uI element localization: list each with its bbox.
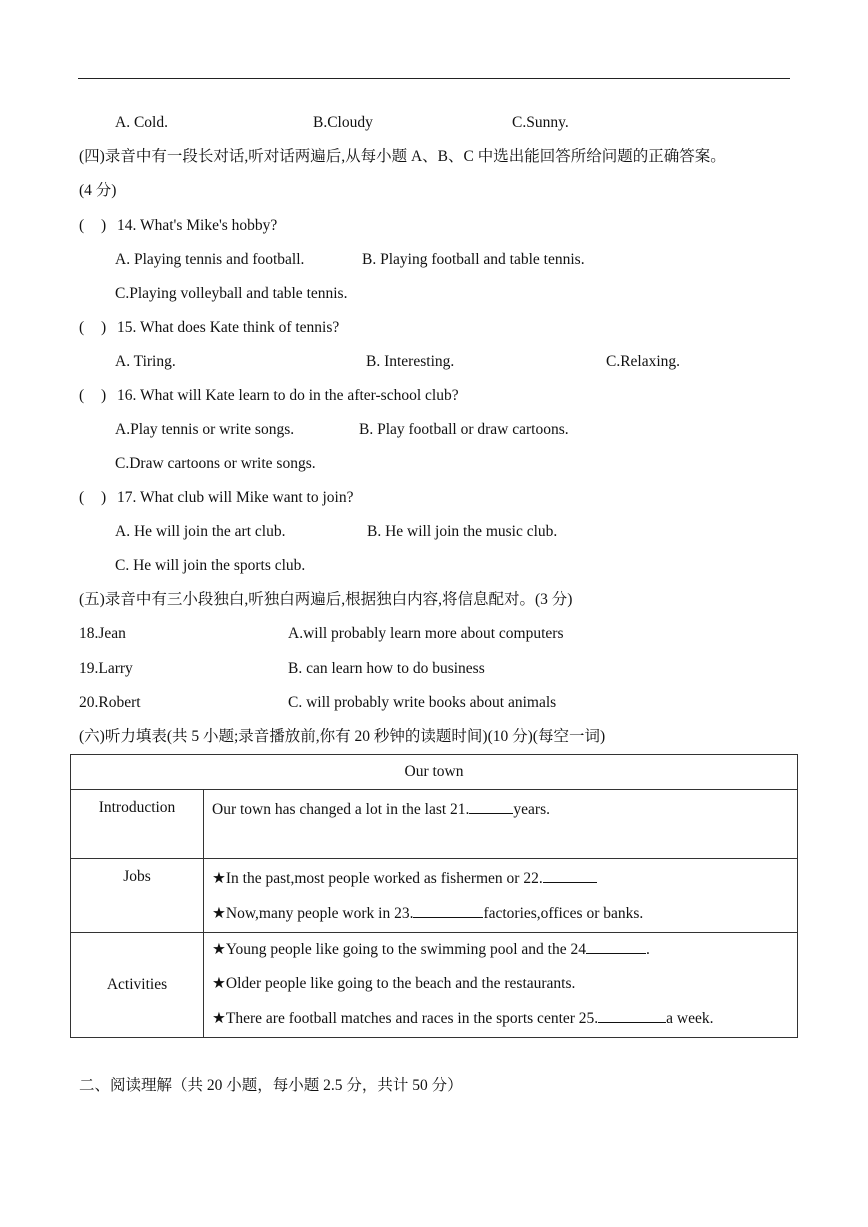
blank-24-suffix: . bbox=[645, 941, 650, 958]
answer-paren-open: ( bbox=[79, 489, 85, 506]
match-name-18: 18.Jean bbox=[79, 625, 126, 642]
answer-paren-close: ) bbox=[101, 319, 107, 336]
match-name-19: 19.Larry bbox=[79, 660, 133, 677]
q14-option-b: B. Playing football and table tennis. bbox=[362, 251, 585, 268]
q17-option-b: B. He will join the music club. bbox=[367, 523, 558, 540]
answer-paren-open: ( bbox=[79, 217, 85, 234]
blank-25[interactable] bbox=[598, 1008, 666, 1023]
blank-24[interactable] bbox=[586, 939, 646, 954]
blank-21-prompt: Our town has changed a lot in the last 21. bbox=[212, 801, 470, 818]
table-caption: Our town bbox=[71, 755, 798, 790]
section5-instruction: (五)录音中有三小段独白,听独白两遍后,根据独白内容,将信息配对。(3 分) bbox=[79, 591, 573, 608]
blank-25-prompt: ★There are football matches and races in the sports center 25. bbox=[212, 1010, 599, 1027]
answer-paren-close: ) bbox=[101, 387, 107, 404]
section4-score: (4 分) bbox=[79, 182, 117, 199]
q17-option-c: C. He will join the sports club. bbox=[115, 557, 306, 574]
answer-paren-open: ( bbox=[79, 387, 85, 404]
q15-option-a: A. Tiring. bbox=[115, 353, 176, 370]
answer-paren-close: ) bbox=[101, 217, 107, 234]
section4-instruction: (四)录音中有一段长对话,听对话两遍后,从每小题 A、B、C 中选出能回答所给问题的正确答案。 bbox=[79, 148, 726, 165]
introduction-cell bbox=[204, 790, 798, 859]
header-rule bbox=[78, 78, 790, 79]
activities-older-people: ★Older people like going to the beach and the restaurants. bbox=[212, 975, 576, 992]
row-label-jobs: Jobs bbox=[71, 859, 204, 933]
answer-paren-open: ( bbox=[79, 319, 85, 336]
question-16: 16. What will Kate learn to do in the after-school club? bbox=[117, 387, 459, 404]
blank-21[interactable] bbox=[469, 799, 513, 814]
blank-21-suffix: years. bbox=[513, 801, 550, 818]
question-17: 17. What club will Mike want to join? bbox=[117, 489, 354, 506]
blank-23[interactable] bbox=[413, 903, 483, 918]
match-info-c: C. will probably write books about animals bbox=[288, 694, 557, 711]
match-info-a: A.will probably learn more about computers bbox=[288, 625, 564, 642]
jobs-cell bbox=[204, 859, 798, 933]
q13-option-c: C.Sunny. bbox=[512, 114, 569, 131]
answer-paren-close: ) bbox=[101, 489, 107, 506]
q16-option-b: B. Play football or draw cartoons. bbox=[359, 421, 569, 438]
blank-22[interactable] bbox=[543, 868, 597, 883]
activities-cell bbox=[204, 933, 798, 1038]
q16-option-a: A.Play tennis or write songs. bbox=[115, 421, 295, 438]
q17-option-a: A. He will join the art club. bbox=[115, 523, 286, 540]
blank-23-prompt: ★Now,many people work in 23. bbox=[212, 905, 414, 922]
blank-22-prompt: ★In the past,most people worked as fishermen or 22. bbox=[212, 870, 543, 887]
q13-option-a: A. Cold. bbox=[115, 114, 168, 131]
q15-option-c: C.Relaxing. bbox=[606, 353, 681, 370]
question-15: 15. What does Kate think of tennis? bbox=[117, 319, 340, 336]
match-info-b: B. can learn how to do business bbox=[288, 660, 485, 677]
blank-23-suffix: factories,offices or banks. bbox=[483, 905, 644, 922]
q14-option-c: C.Playing volleyball and table tennis. bbox=[115, 285, 348, 302]
row-label-introduction: Introduction bbox=[71, 790, 204, 859]
q15-option-b: B. Interesting. bbox=[366, 353, 455, 370]
our-town-table bbox=[70, 754, 798, 1038]
row-label-activities: Activities bbox=[71, 933, 204, 1038]
q16-option-c: C.Draw cartoons or write songs. bbox=[115, 455, 316, 472]
blank-24-prompt: ★Young people like going to the swimming pool and the 24 bbox=[212, 941, 586, 958]
question-14: 14. What's Mike's hobby? bbox=[117, 217, 278, 234]
match-name-20: 20.Robert bbox=[79, 694, 141, 711]
part2-heading: 二、阅读理解（共 20 小题，每小题 2.5 分，共计 50 分） bbox=[79, 1077, 463, 1094]
blank-25-suffix: a week. bbox=[666, 1010, 714, 1027]
section6-instruction: (六)听力填表(共 5 小题;录音播放前,你有 20 秒钟的读题时间)(10 分)(每空一词) bbox=[79, 728, 606, 745]
q13-option-b: B.Cloudy bbox=[313, 114, 373, 131]
q14-option-a: A. Playing tennis and football. bbox=[115, 251, 305, 268]
